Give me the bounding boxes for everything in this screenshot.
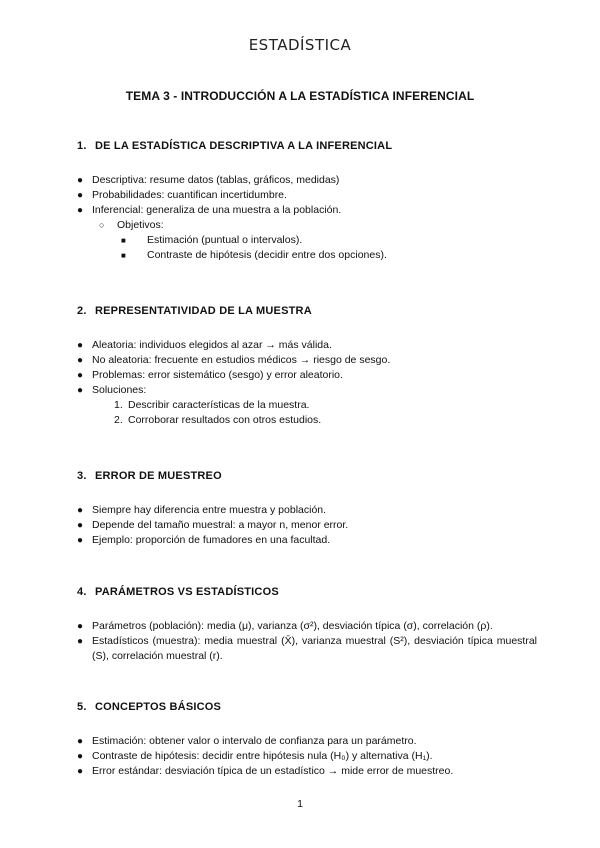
- section-5: [77, 700, 537, 779]
- numbered-item: 2. Corroborar resultados con otros estudios.: [114, 414, 322, 426]
- bullet-icon: ●: [77, 520, 84, 531]
- bullet-list: [77, 619, 537, 664]
- section-2: [77, 304, 537, 428]
- bullet-list: [77, 173, 537, 263]
- section-4: [77, 585, 537, 664]
- numbered-item: 1. Describir características de la muestra.: [114, 399, 310, 411]
- bullet-list: [77, 338, 537, 428]
- list-item: ● Descriptiva: resume datos (tablas, gráficos, medidas): [77, 174, 340, 186]
- list-item: ● Parámetros (población): media (μ), varianza (σ²), desviación típica (σ), correlación (ρ).: [77, 620, 493, 632]
- bullet-icon: ●: [77, 766, 84, 777]
- bullet-icon: ●: [77, 751, 84, 762]
- topic-title: TEMA 3 - INTRODUCCIÓN A LA ESTADÍSTICA INFERENCIAL: [125, 89, 475, 103]
- list-item: ● Problemas: error sistemático (sesgo) y error aleatorio.: [77, 369, 343, 381]
- list-item: ● Estadísticos (muestra): media muestral (X̄), varianza muestral (S²), desviación típica muestral (S), correlación muestral (r).: [77, 635, 537, 662]
- sub-list-item: ○ Objetivos:: [99, 219, 164, 231]
- section-heading: 1. DE LA ESTADÍSTICA DESCRIPTIVA A LA INFERENCIAL: [77, 140, 393, 152]
- bullet-icon: ●: [77, 355, 84, 366]
- page-number: 1: [297, 798, 303, 810]
- section-heading: 2. REPRESENTATIVIDAD DE LA MUESTRA: [77, 305, 312, 317]
- bullet-list: [77, 503, 537, 548]
- section-3: [77, 469, 537, 548]
- square-bullet-icon: ■: [121, 251, 126, 260]
- bullet-icon: ●: [77, 190, 84, 201]
- sub-sub-list-item: ■ Estimación (puntual o intervalos).: [121, 234, 303, 246]
- bullet-icon: ●: [77, 385, 84, 396]
- section-heading: 3. ERROR DE MUESTREO: [77, 470, 222, 482]
- list-item: ● Estimación: obtener valor o intervalo de confianza para un parámetro.: [77, 735, 417, 747]
- list-item: ● Soluciones:: [77, 384, 147, 396]
- list-item: ● Error estándar: desviación típica de un estadístico → mide error de muestreo.: [77, 765, 454, 777]
- bullet-list: [77, 734, 537, 779]
- circle-bullet-icon: ○: [99, 220, 105, 230]
- list-item: ● No aleatoria: frecuente en estudios médicos → riesgo de sesgo.: [77, 354, 391, 366]
- bullet-icon: ●: [77, 636, 84, 647]
- document-title: ESTADÍSTICA: [248, 36, 352, 54]
- list-item: ● Inferencial: generaliza de una muestra a la población.: [77, 204, 342, 216]
- list-item: ● Probabilidades: cuantifican incertidumbre.: [77, 189, 287, 201]
- bullet-icon: ●: [77, 175, 84, 186]
- section-heading: 4. PARÁMETROS VS ESTADÍSTICOS: [77, 586, 279, 598]
- bullet-icon: ●: [77, 736, 84, 747]
- list-item: ● Depende del tamaño muestral: a mayor n, menor error.: [77, 519, 349, 531]
- list-item: ● Ejemplo: proporción de fumadores en una facultad.: [77, 534, 331, 546]
- list-item: ● Contraste de hipótesis: decidir entre hipótesis nula (H₀) y alternativa (H₁).: [77, 750, 433, 762]
- bullet-icon: ●: [77, 340, 84, 351]
- bullet-icon: ●: [77, 505, 84, 516]
- section-1: [77, 139, 537, 263]
- bullet-icon: ●: [77, 205, 84, 216]
- bullet-icon: ●: [77, 535, 84, 546]
- sub-sub-list-item: ■ Contraste de hipótesis (decidir entre dos opciones).: [121, 249, 387, 261]
- bullet-icon: ●: [77, 370, 84, 381]
- bullet-icon: ●: [77, 621, 84, 632]
- list-item: ● Siempre hay diferencia entre muestra y población.: [77, 504, 327, 516]
- section-heading: 5. CONCEPTOS BÁSICOS: [77, 701, 222, 713]
- square-bullet-icon: ■: [121, 236, 126, 245]
- list-item: ● Aleatoria: individuos elegidos al azar → más válida.: [77, 339, 332, 351]
